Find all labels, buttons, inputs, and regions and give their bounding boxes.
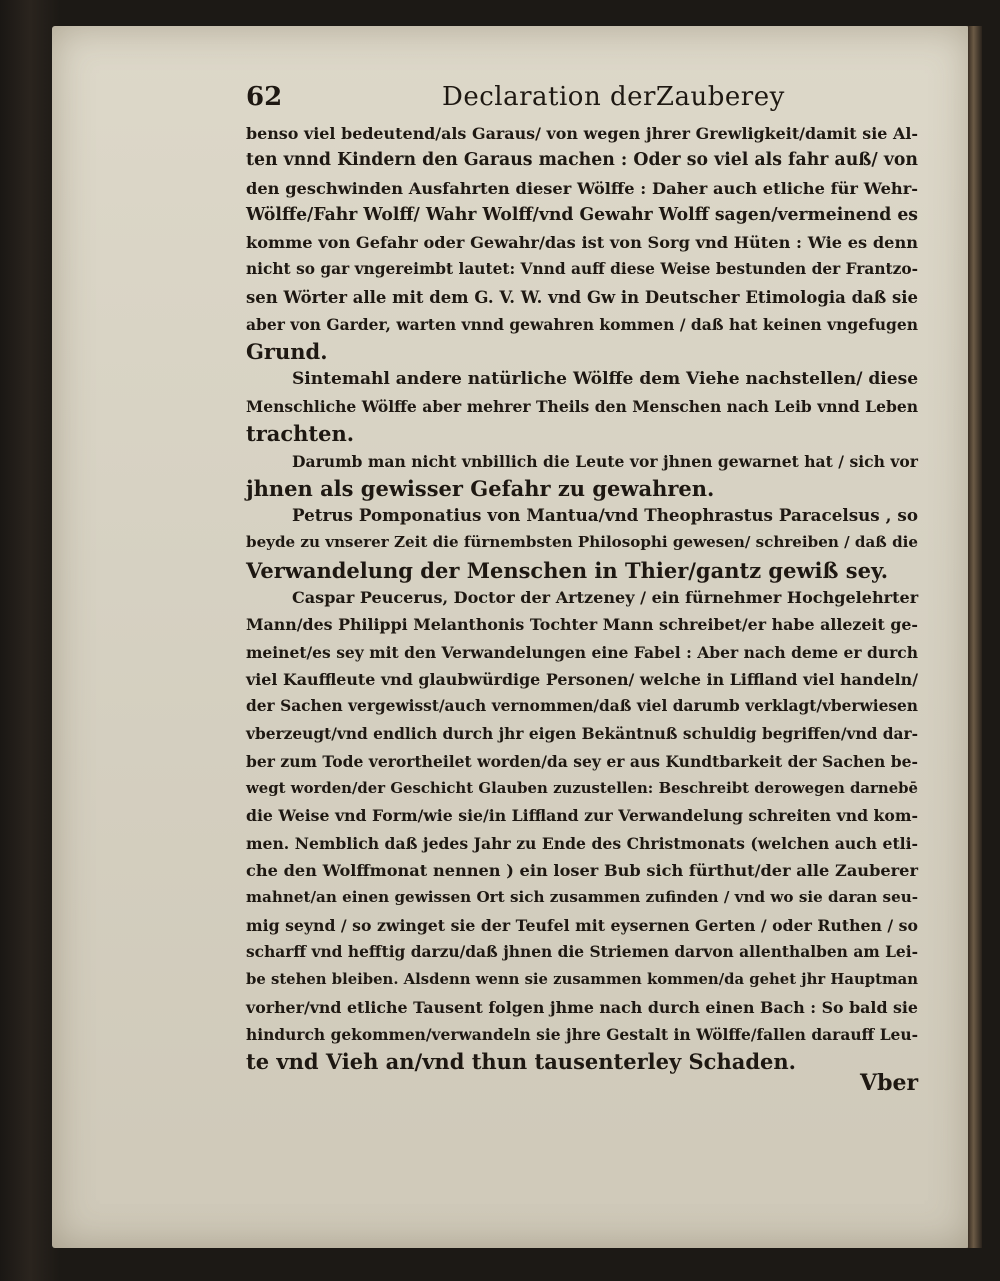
text-line: trachten. [246,421,355,447]
text-line: che den Wolffmonat nennen ) ein loser Bub sich fürthut/der alle Zauberer [246,861,918,881]
text-line: Caspar Peucerus, Doctor der Artzeney / ein fürnehmer Hochgelehrter [292,588,919,608]
text-line: men. Nemblich daß jedes Jahr zu Ende des Christmonats (welchen auch etli- [246,833,918,853]
page-number: 62 [246,82,283,112]
text-line: der Sachen vergewisst/auch vernommen/daß viel darumb verklagt/vberwiesen [246,697,918,716]
text-line: meinet/es sey mit den Verwandelungen eine Fabel : Aber nach deme er durch [246,642,918,662]
text-line: mahnet/an einen gewissen Ort sich zusammen zufinden / vnd wo sie daran seu- [246,888,918,907]
text-line: vberzeugt/vnd endlich durch jhr eigen Bekäntnuß schuldig begriffen/vnd dar- [246,724,918,743]
text-line: sen Wörter alle mit dem G. V. W. vnd Gw in Deutscher Etimologia daß sie [246,287,918,307]
text-line: Petrus Pomponatius von Mantua/vnd Theophrastus Paracelsus , so [292,505,918,526]
text-line: mig seynd / so zwinget sie der Teufel mit eysernen Gerten / oder Ruthen / so [246,915,918,935]
paragraph [246,584,918,1075]
text-line: hindurch gekommen/verwandeln sie jhre Gestalt in Wölffe/fallen darauff Leu- [246,1024,918,1044]
text-line: die Weise vnd Form/wie sie/in Liffland zur Verwandelung schreiten vnd kom- [246,806,918,826]
text-line: viel Kauffleute vnd glaubwürdige Personen/ welche in Liffland viel handeln/ [246,669,918,689]
text-line: be stehen bleiben. Alsdenn wenn sie zusammen kommen/da gehet jhr Hauptman [246,971,918,989]
text-line: ber zum Tode verortheilet worden/da sey er aus Kundtbarkeit der Sachen be- [246,751,918,771]
body-text [246,120,918,1075]
page-text-block [246,80,918,1075]
text-line: nicht so gar vngereimbt lautet: Vnnd auff diese Weise bestunden der Frantzo- [246,260,918,279]
text-line: Grund. [246,339,328,365]
text-line: ten vnnd Kindern den Garaus machen : Oder so viel als fahr auß/ von [246,150,918,171]
paragraph [246,120,918,366]
paragraph [246,366,918,448]
paragraph [246,448,918,503]
text-line: komme von Gefahr oder Gewahr/das ist von Sorg vnd Hüten : Wie es denn [246,233,918,253]
text-line: Verwandelung der Menschen in Thier/gantz gewiß sey. [246,557,889,583]
text-line: Mann/des Philippi Melanthonis Tochter Mann schreibet/er habe allezeit ge- [246,615,918,635]
text-line: wegt worden/der Geschicht Glauben zuzustellen: Beschreibt derowegen darnebē [246,779,918,798]
text-line: vorher/vnd etliche Tausent folgen jhme nach durch einen Bach : So bald sie [246,997,918,1017]
text-line: Sintemahl andere natürliche Wölffe dem Viehe nachstellen/ diese [292,368,919,389]
text-line: jhnen als gewisser Gefahr zu gewahren. [246,475,715,501]
text-line: te vnd Vieh an/vnd thun tausenterley Schaden. [246,1049,796,1075]
text-line: aber von Garder, warten vnnd gewahren kommen / daß hat keinen vngefugen [246,315,918,335]
text-line: benso viel bedeutend/als Garaus/ von wegen jhrer Grewligkeit/damit sie Al- [246,124,918,143]
page-header [246,80,918,120]
paragraph [246,502,918,584]
text-line: Darumb man nicht vnbillich die Leute vor jhnen gewarnet hat / sich vor [292,451,918,471]
text-line: scharff vnd hefftig darzu/daß jhnen die Striemen darvon allenthalben am Lei- [246,942,918,961]
text-line: Menschliche Wölffe aber mehrer Theils den Menschen nach Leib vnnd Leben [246,396,918,416]
text-line: beyde zu vnserer Zeit die fürnembsten Philosophi gewesen/ schreiben / daß die [246,533,918,552]
text-line: Wölffe/Fahr Wolff/ Wahr Wolff/vnd Gewahr Wolff sagen/vermeinend es [246,204,918,225]
text-line: den geschwinden Ausfahrten dieser Wölffe : Daher auch etliche für Wehr- [246,178,918,198]
catchword: Vber [860,1070,919,1096]
running-title: Declaration derZauberey [442,82,785,112]
